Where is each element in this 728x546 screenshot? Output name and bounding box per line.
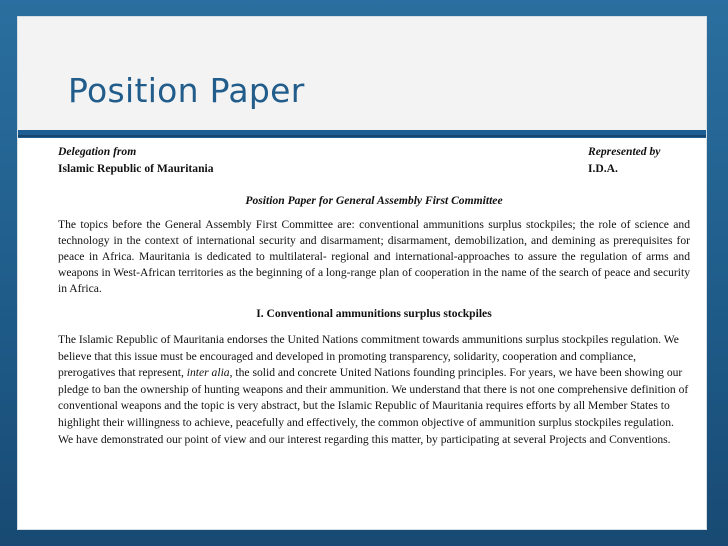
represented-label: Represented by: [588, 145, 661, 158]
intro-paragraph: The topics before the General Assembly First Committee are: conventional ammunitions surplus stockpiles; the role of science and technology in the context of international security and disarmament; disarmament, demobilization, and demining as prerequisites for peace in Africa. Mauritania is dedicated to multilateral- regional and international-approaches to assure the regulation of arms and weapons in West-African territories as the beginning of a long-range plan of cooperation in the name of the search of peace and security in Africa.: [58, 218, 690, 295]
header-row: [58, 143, 690, 179]
slide: [17, 16, 707, 530]
section-paragraph: [58, 332, 690, 448]
represented-block: [588, 143, 660, 177]
section-paragraph-italic: inter alia: [186, 366, 230, 380]
section-paragraph-part1: The Islamic Republic of Mauritania endorses the United Nations commitment towards ammunitions surplus stockpiles regulation. We believe that this issue must be encouraged and developed in promoting transparency, solidarity, cooperation and compliance, prerogatives that represent,: [58, 333, 679, 380]
delegation-value: Islamic Republic of Mauritania: [58, 162, 214, 175]
section-paragraph-part2: , the solid and concrete United Nations founding principles. For years, we have been showing our pledge to ban the ownership of hunting weapons and their ammunition. We understand that there is not one comprehensive definition of conventional weapons and the topic is very abstract, but the Islamic Republic of Mauritania requires efforts by all Member States to highlight their willingness to achieve, peacefully and effectively, the common objective of ammunition surplus stockpiles regulation. We have demonstrated our point of view and our interest regarding this matter, by participating at several Projects and Conventions.: [58, 366, 689, 446]
title-band: [18, 17, 706, 131]
document-subtitle: Position Paper for General Assembly First Committee: [245, 194, 503, 207]
section-heading: I. Conventional ammunitions surplus stockpiles: [256, 307, 492, 320]
delegation-label: Delegation from: [58, 145, 137, 158]
represented-value: I.D.A.: [588, 162, 618, 175]
title-divider-line: [18, 135, 706, 137]
delegation-block: [58, 143, 214, 177]
document-body: [58, 143, 690, 448]
slide-title: Position Paper: [68, 71, 305, 110]
